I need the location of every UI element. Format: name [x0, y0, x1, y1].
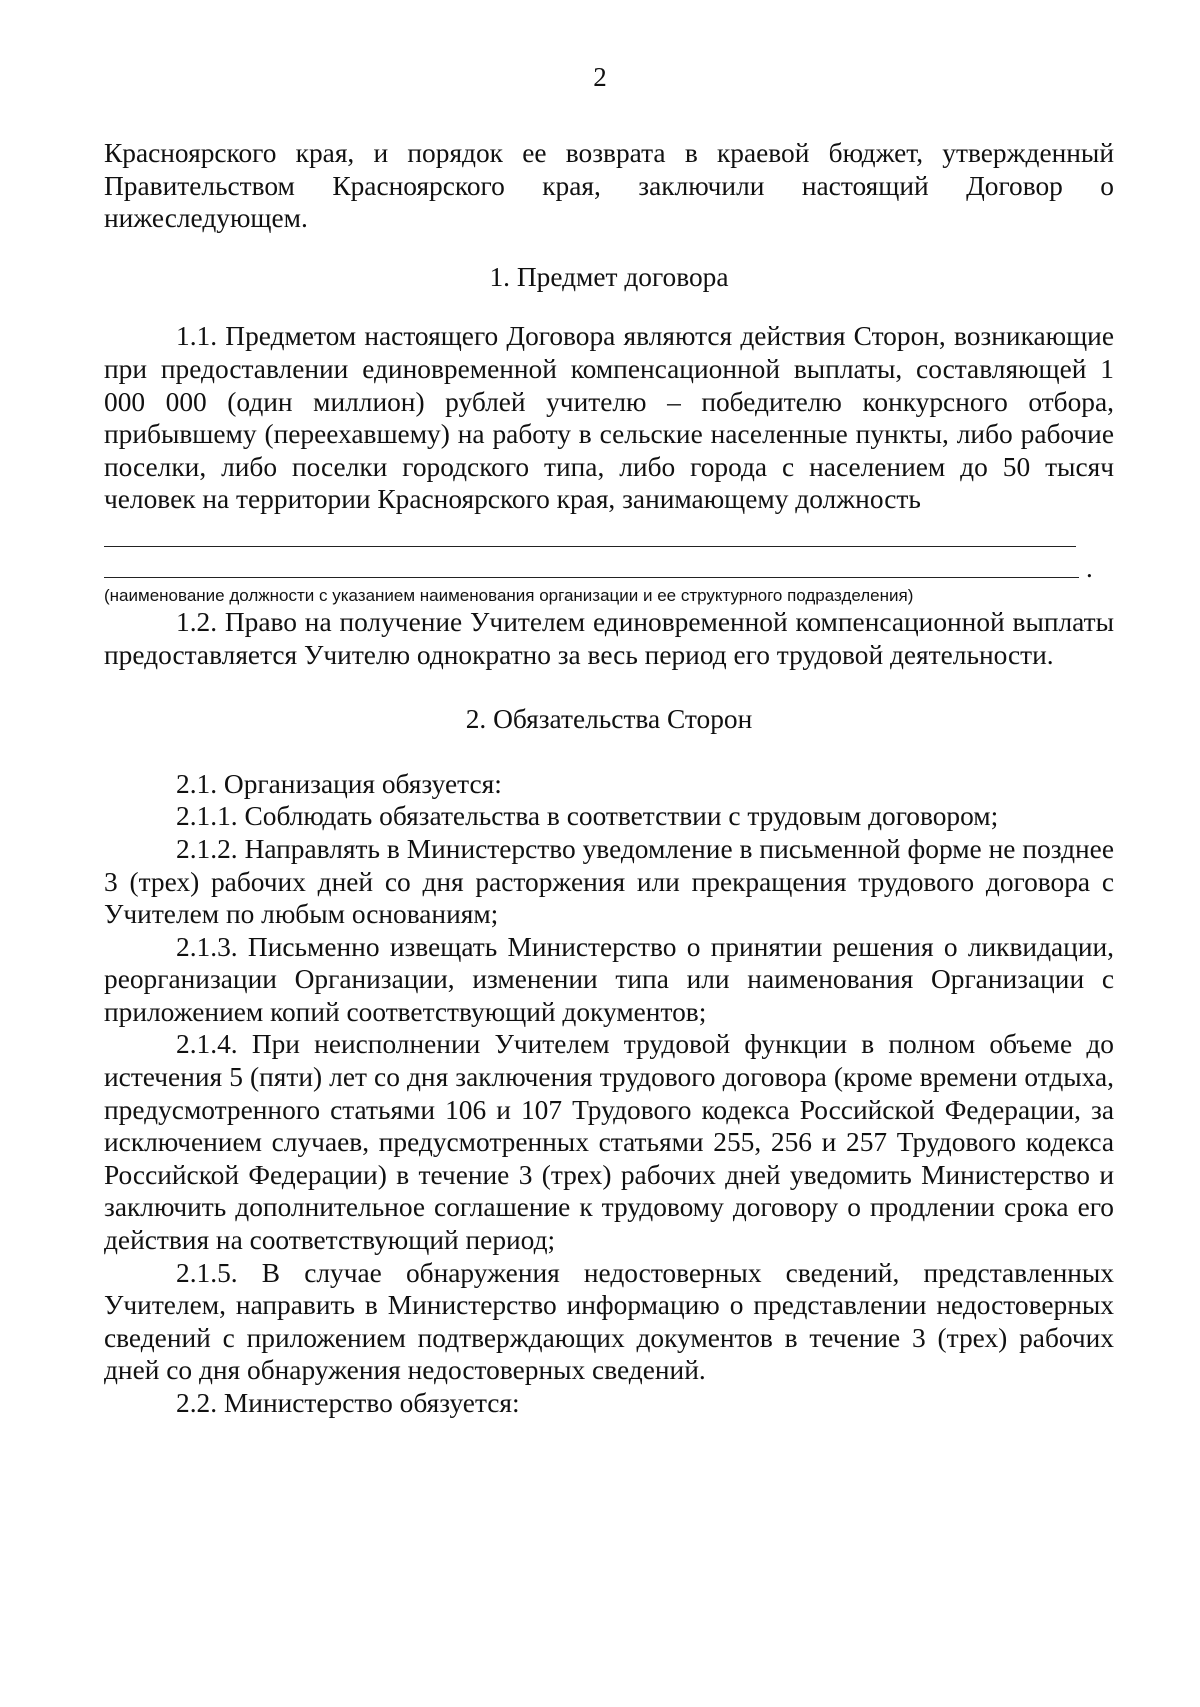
paragraph-2-1-3: 2.1.3. Письменно извещать Министерство о принятии решения о ликвидации, реорганизации Организации, изменении типа или наименования Организации с приложением копий соответствующий документов; — [104, 931, 1114, 1027]
fill-in-period: . — [1086, 552, 1093, 583]
paragraph-2-1-5: 2.1.5. В случае обнаружения недостоверных сведений, представленных Учителем, направить в Министерство информацию о представлении недостоверных сведений с приложением подтверждающих документов в течение 3 (трех) рабочих дней со дня обнаружения недостоверных сведений. — [104, 1257, 1114, 1386]
paragraph-2-1-2: 2.1.2. Направлять в Министерство уведомление в письменной форме не позднее 3 (трех) рабочих дней со дня расторжения или прекращения трудового договора с Учителем по любым основаниям; — [104, 833, 1114, 930]
document-body — [104, 137, 1114, 1420]
section-1-heading: 1. Предмет договора — [489, 261, 729, 292]
paragraph-2-1: 2.1. Организация обязуется: — [176, 768, 502, 799]
paragraph-2-2: 2.2. Министерство обязуется: — [176, 1388, 520, 1418]
paragraph-2-1-4: 2.1.4. При неисполнении Учителем трудовой функции в полном объеме до истечения 5 (пяти) лет со дня заключения трудового договора (кроме времени отдыха, предусмотренного статьями 106 и 107 Трудового кодекса Российской Федерации, за исключением случаев, предусмотренных статьями 255, 256 и 257 Трудового кодекса Российской Федерации) в течение 3 (трех) рабочих дней уведомить Министерство и заключить дополнительное соглашение к трудовому договору о продлении срока его действия на соответствующий период; — [104, 1029, 1114, 1256]
paragraph-1-1: 1.1. Предметом настоящего Договора являются действия Сторон, возникающие при предоставлении единовременной компенсационной выплаты, составляющей 1 000 000 (один миллион) рублей учителю – победителю конкурсного отбора, прибывшему (переехавшему) на работу в сельские населенные пункты, либо рабочие поселки, либо поселки городского типа, либо города с населением до 50 тысяч человек на территории Красноярского края, занимающему должность — [104, 321, 1114, 515]
paragraph-1-2: 1.2. Право на получение Учителем единовременной компенсационной выплаты предоставляется Учителю однократно за весь период его трудовой деятельности. — [104, 606, 1114, 670]
page-number: 2 — [593, 62, 607, 92]
paragraph-2-1-1: 2.1.1. Соблюдать обязательства в соответствии с трудовым договором; — [176, 801, 999, 832]
intro-paragraph: Красноярского края, и порядок ее возврата в краевой бюджет, утвержденный Правительством Красноярского края, заключили настоящий Договор о нижеследующем. — [104, 138, 1114, 234]
fill-in-line-2 — [104, 577, 1079, 578]
fill-in-caption: (наименование должности с указанием наименования организации и ее структурного подразделения) — [104, 585, 914, 605]
fill-in-line-1 — [104, 546, 1076, 547]
fill-in-line-2-wrap — [104, 552, 1114, 583]
section-2-heading: 2. Обязательства Сторон — [465, 704, 753, 735]
